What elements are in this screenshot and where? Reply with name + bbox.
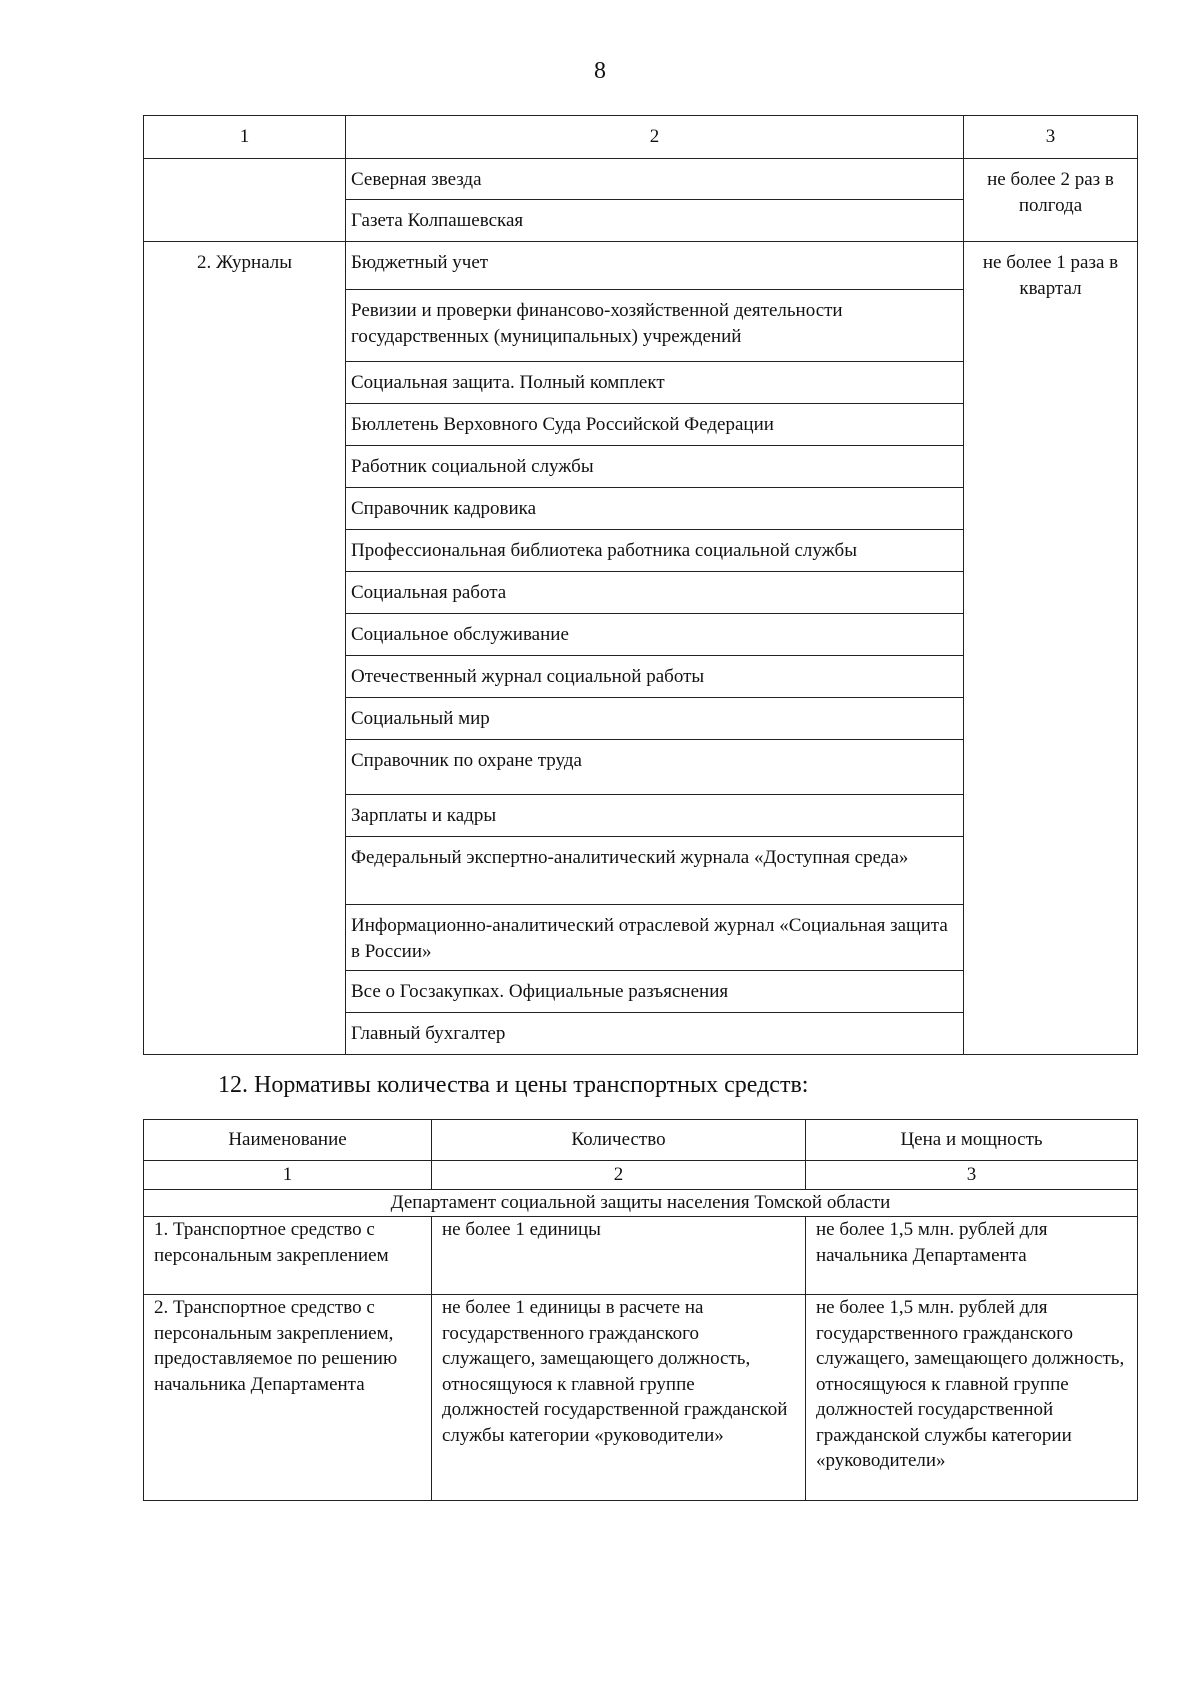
- periodical-item: Газета Колпашевская: [346, 200, 964, 242]
- periodical-item: Профессиональная библиотека работника социальной службы: [346, 530, 964, 572]
- frequency: не более 2 раз в полгода: [964, 159, 1138, 242]
- vehicle-price: не более 1,5 млн. рублей для государственного гражданского служащего, замещающего должность, относящуюся к главной группе должностей государственной гражданской службы категории «руководители»: [806, 1295, 1138, 1501]
- periodical-item: Ревизии и проверки финансово-хозяйственной деятельности государственных (муниципальных) учреждений: [346, 290, 964, 362]
- periodical-item: Работник социальной службы: [346, 446, 964, 488]
- page-number: 8: [594, 58, 606, 84]
- frequency: не более 1 раза в квартал: [964, 242, 1138, 1055]
- department-row: [144, 1190, 1138, 1217]
- periodical-item: Социальная работа: [346, 572, 964, 614]
- periodical-item: Информационно-аналитический отраслевой журнал «Социальная защита в России»: [346, 905, 964, 971]
- periodical-item: Справочник по охране труда: [346, 740, 964, 795]
- periodical-item: Зарплаты и кадры: [346, 795, 964, 837]
- header-quantity: Количество: [432, 1120, 806, 1161]
- periodical-item: Бюджетный учет: [346, 242, 964, 290]
- vehicle-quantity: не более 1 единицы в расчете на государственного гражданского служащего, замещающего должность, относящуюся к главной группе должностей государственной гражданской службы категории «руководители»: [432, 1295, 806, 1501]
- vehicles-table: [143, 1119, 1138, 1501]
- header-name: Наименование: [144, 1120, 432, 1161]
- department-name: Департамент социальной защиты населения Томской области: [144, 1190, 1138, 1217]
- column-numbers-row: [144, 1161, 1138, 1190]
- table-header-row: [144, 116, 1138, 159]
- periodical-item: Бюллетень Верховного Суда Российской Федерации: [346, 404, 964, 446]
- periodical-item: Социальная защита. Полный комплект: [346, 362, 964, 404]
- section-heading: 12. Нормативы количества и цены транспортных средств:: [218, 1072, 809, 1098]
- periodical-item: Все о Госзакупках. Официальные разъяснения: [346, 971, 964, 1013]
- column-number-1: 1: [144, 1161, 432, 1190]
- periodical-item: Социальный мир: [346, 698, 964, 740]
- periodical-item: Главный бухгалтер: [346, 1013, 964, 1055]
- periodical-item: Северная звезда: [346, 159, 964, 200]
- table-row: [144, 159, 1138, 200]
- table-header-row: [144, 1120, 1138, 1161]
- column-number-2: 2: [346, 116, 964, 159]
- column-number-3: 3: [806, 1161, 1138, 1190]
- periodical-item: Федеральный экспертно-аналитический журнала «Доступная среда»: [346, 837, 964, 905]
- group-label: 2. Журналы: [144, 242, 346, 1055]
- vehicle-name: 1. Транспортное средство с персональным закреплением: [144, 1217, 432, 1295]
- table-row: [144, 1295, 1138, 1501]
- column-number-3: 3: [964, 116, 1138, 159]
- table-row: [144, 242, 1138, 290]
- periodical-item: Социальное обслуживание: [346, 614, 964, 656]
- group-label: [144, 159, 346, 242]
- vehicle-quantity: не более 1 единицы: [432, 1217, 806, 1295]
- header-price: Цена и мощность: [806, 1120, 1138, 1161]
- table-row: [144, 1217, 1138, 1295]
- periodicals-table: [143, 115, 1138, 1055]
- periodical-item: Справочник кадровика: [346, 488, 964, 530]
- periodical-item: Отечественный журнал социальной работы: [346, 656, 964, 698]
- column-number-1: 1: [144, 116, 346, 159]
- column-number-2: 2: [432, 1161, 806, 1190]
- vehicle-price: не более 1,5 млн. рублей для начальника Департамента: [806, 1217, 1138, 1295]
- vehicle-name: 2. Транспортное средство с персональным закреплением, предоставляемое по решению начальника Департамента: [144, 1295, 432, 1501]
